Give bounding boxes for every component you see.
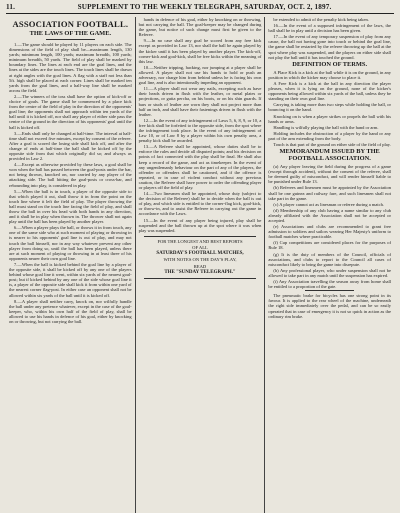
laws-list-continued — [139, 17, 262, 233]
law-paragraph: 14.—Two linesmen shall be appointed, whose duty (subject to the decision of the Referee) shall be to decide when the ball is out of play, and which side is entitled to the corner-flag kick, goal-kick, or throw-in, and to assist the Referee in carrying out the game in accordance with the Laws. — [138, 191, 262, 217]
law-paragraph: 10.—Neither tripping, hacking, nor jumping at a player shall be allowed. A player shall not use his hands to hold or push an adversary, nor charge him from behind unless he is facing his own goal line, and is also intentionally impeding an opponent. — [138, 64, 262, 86]
page-title: SUPPLEMENT TO THE WEEKLY TELEGRAPH, SATURDAY, OCT. 2, 1897. — [77, 3, 332, 11]
promo-line: OF ALL — [192, 245, 208, 251]
definition-item: A Place Kick is a kick at the ball while it is on the ground, in any position in which the kicker may choose to place it. — [268, 69, 392, 80]
article-subheading: THE LAWS OF THE GAME. — [29, 30, 112, 37]
definition-item: Holding includes the obstruction of a player by the hand or any part of the arm extending from the body. — [268, 130, 392, 141]
laws-list — [9, 42, 132, 324]
column-3 — [264, 17, 394, 513]
definitions-heading: DEFINITION OF TERMS. — [292, 60, 368, 68]
law-paragraph: 17.—In the event of any temporary suspension of play from any cause, the ball not having gone into touch or behind the goal line, the game shall be restarted by the referee throwing up the ball at the spot where play was suspended, and the players on either side shall not play the ball until it has touched the ground. — [268, 34, 392, 60]
memo-item: (f) Cup competitions are considered places for the purposes of Rule 18. — [268, 240, 392, 251]
law-paragraph: be extended to admit of the penalty kick being taken. — [273, 17, 369, 22]
divider — [305, 290, 354, 291]
memo-item: (i) Any Association travelling the season away from home shall be entitled to a proportion of the gate. — [268, 279, 392, 290]
columns — [6, 17, 394, 513]
definition-item: Handling is wilfully playing the ball with the hand or arm. — [273, 124, 379, 130]
law-paragraph: 2.—The winners of the toss shall have the option of kick-off or choice of goals. The game shall be commenced by a place kick from the centre of the field of play in the direction of the opponents' goal line; the opponents shall not approach within ten yards of the ball until it is kicked off, nor shall any player of either side pass the centre of the ground in the direction of his opponents' goal until the ball is kicked off. — [9, 93, 132, 130]
sunday-telegraph-promo — [144, 236, 257, 279]
law-paragraph: hands in defence of his goal, either by knocking on or throwing, but not carrying the ball. The goal-keeper may be changed during the game, but notice of such change must first be given to the Referee. — [138, 17, 262, 38]
promo-line: FOR THE LONGEST AND BEST REPORTS — [157, 238, 243, 244]
promo-line: READ — [193, 263, 207, 269]
law-paragraph: 5.—When the ball is in touch, a player of the opposite side to that which played it out, shall throw it in from the point on the touch line where it left the field of play. The player throwing the ball must stand on the touch line facing the field of play, and shall throw the ball in over his head with both hands in any direction, and it shall be in play when thrown in. The thrower shall not again play until the ball has been played by another player. — [9, 188, 132, 225]
page-header — [6, 3, 394, 14]
memorandum-heading: MEMORANDUM ISSUED BY THE FOOTBALL ASSOCIATION. — [279, 148, 380, 163]
law-paragraph: 13.—A Referee shall be appointed, whose duties shall be to enforce the rules and decide all disputed points; and his decision on points of fact connected with the play shall be final. He shall also keep a record of the game, and act as timekeeper. In the event of any ungentlemanly behaviour on the part of any of the players, the offender or offenders shall be cautioned, and if the offence is repeated, or in case of violent conduct without any previous caution, the Referee shall have power to order the offending player or players off the field of play. — [138, 144, 262, 190]
memo-item: (d) Membership of any club having a name similar to any club already affiliated with the Association shall not be accepted or accepted. — [268, 207, 392, 223]
article-heading: ASSOCIATION FOOTBALL. — [12, 19, 129, 29]
definition-item: Touch is that part of the ground on either side of the field of play. — [273, 141, 391, 147]
memo-item: (g) It is the duty of members of the Council, officials of associations, and clubs to report to the Council all cases of misconduct likely to bring the game into disrepute. — [268, 251, 392, 267]
law-paragraph: 7.—When the ball is kicked behind the goal line by a player of the opposite side, it shall be kicked off by any one of the players behind whose goal line it went, within six yards of the nearest goal-post; but if kicked behind by any one of the side whose goal line it is, a player of the opposite side shall kick it from within one yard of the nearest corner flag-post. In either case an opponent shall not be allowed within six yards of the ball until it is kicked off. — [9, 261, 132, 298]
memo-item: (e) Associations and clubs are recommended to grant free admission to soldiers and sailors wearing Her Majesty's uniform to football matches where practicable. — [268, 224, 392, 240]
law-paragraph: 1.—The game should be played by 11 players on each side. The dimensions of the field of play shall be—maximum length, 130 yards; minimum length, 100 yards; maximum breadth, 100 yards; minimum breadth, 50 yards. The field of play shall be marked by boundary lines. The lines at each end are the goal lines, and the lines at the sides are the touch lines. The touch lines shall be drawn at right angles with the goal lines. A flag with a staff not less than 5ft. high shall be placed at each corner. Lines shall be marked ten yards from the goal lines, and a half-way line shall be marked across the field. — [9, 42, 132, 93]
memo-item: (b) Referees and linesmen must be appointed by the Association shall be one guinea and railway fare, and such linesmen shall not take part in the game. — [268, 185, 392, 201]
column-2 — [135, 17, 265, 513]
law-paragraph: 12.—In the event of any infringement of Laws 5, 6, 8, 9, or 10, a free kick shall be forfeited to the opposite side, from the spot where the infringement took place. In the event of any infringement of Law 10, or of Law 8 by a player within his own penalty area, a penalty kick shall be awarded. — [138, 117, 262, 144]
memo-item: (c) A player cannot act as linesman or referee during a match. — [273, 201, 385, 207]
definition-item: Knocking on is when a player strikes or propels the ball with his hands or arms. — [268, 113, 392, 124]
memo-item: (h) Any professional player, who under suspension shall not be allowed to take part in any match until the suspension has expired. — [268, 267, 392, 278]
column-1 — [6, 17, 135, 513]
law-paragraph: 16.—In the event of a supposed infringement of the laws, the ball shall be in play until a decision has been given. — [268, 23, 392, 34]
promo-line: THE "SUNDAY TELEGRAPH." — [164, 269, 236, 275]
definition-item: A Free Kick is a kick at the ball in any direction the player pleases, when it is lying on the ground, none of the kicker's opponents being allowed within six yards of the ball, unless they be standing on their own goal line. — [268, 80, 392, 102]
promo-line: WITH NOTES ON THE DAY'S PLAY, — [163, 257, 237, 263]
law-paragraph: 9.—In no case shall any goal be scored from any free kick except as provided in Law 13, nor shall the ball be again played by the kicker until it has been played by another player. The kick-off, corner-kick and goal-kick, shall be free kicks within the meaning of this law. — [138, 38, 262, 64]
law-paragraph: 6.—When a player plays the ball, or throws it in from touch, any one of the same side who at such moment of playing or throwing in is nearer to his opponents' goal line is out of play, and may not touch the ball himself, nor in any way whatever prevent any other player from doing so, until the ball has been played, unless there are at such moment of playing or throwing in at least three of his opponents nearer their own goal line. — [9, 225, 132, 261]
divider — [46, 39, 95, 40]
page-number: 11. — [6, 3, 16, 11]
bicycle-brake-note: The pneumatic brake for bicycles has one strong point in its favour. It is applied to the rear wheel of the machine, underneath the right side immediately over the pedal, and can be so easily operated that in case of emergency it is not so quick in action as the ordinary rim brake. — [268, 293, 392, 319]
law-paragraph: 8.—A player shall neither carry, knock on, nor wilfully handle the ball under any pretence whatever, except in the case of the goal-keeper, who, within his own half of the field of play, shall be allowed to use his hands in defence of his goal, either by knocking on or throwing, but not carrying the ball. — [9, 298, 132, 324]
law-paragraph: 11.—A player shall not wear any nails, excepting such as have their heads driven in flush with the leather, or metal plates or projections, or gutta percha, on his boots, or on his shin guards. If bars or studs of leather are worn they shall not project more than half an inch, and shall have their fastenings driven in flush with the leather. — [138, 86, 262, 117]
law-paragraph: 15.—In the event of any player being injured, play shall be suspended and the ball thrown up at the spot where it was when play was suspended. — [138, 217, 262, 233]
promo-line: SATURDAY'S FOOTBALL MATCHES, — [156, 251, 244, 257]
memo-item: (a) Any player leaving the field during the progress of a game (except through accident), without the consent of the referee, shall be deemed guilty of misconduct, and will render himself liable to be punished under Rule 13. — [268, 164, 392, 185]
law-paragraph: 4.—Except as otherwise provided by these laws, a goal shall be won when the ball has passed between the goal-posts under the bar, not being thrown, knocked on, nor carried by any player of the attacking side. The ball hitting the goal-posts or cross-bar, and rebounding into play, is considered in play. — [9, 162, 132, 188]
definition-item: Carrying is taking more than two steps while holding the ball, or bouncing it on the hand. — [268, 102, 392, 113]
law-paragraph: 3.—Ends shall only be changed at half-time. The interval at half-time shall not exceed five minutes, except by consent of the referee. After a goal is scored the losing side shall kick off, and after the change of ends at half-time the ball shall be kicked off by the opposite side from that which originally did so; and always as provided in Law 2. — [9, 130, 132, 162]
